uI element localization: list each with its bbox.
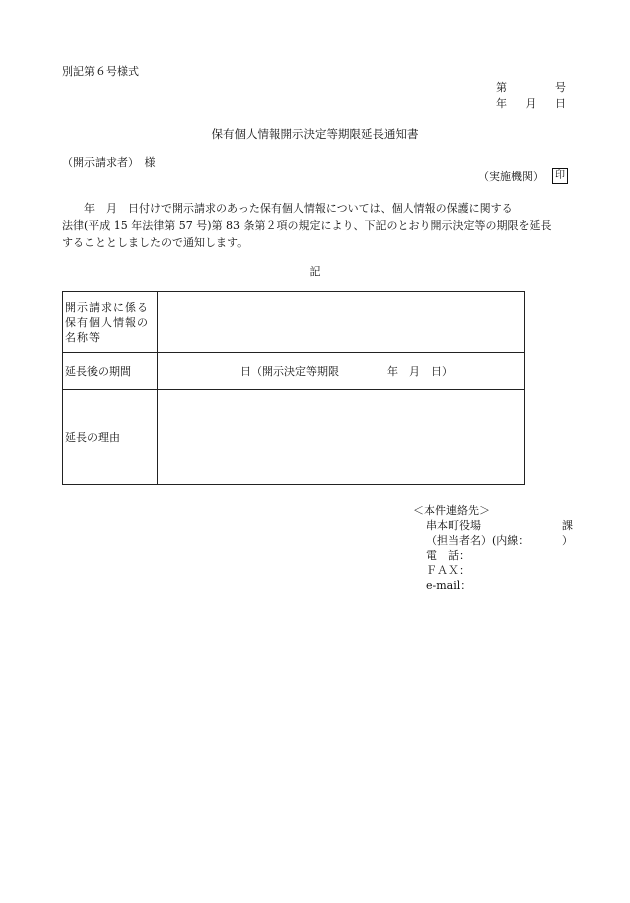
table-row [63, 353, 525, 390]
table-row [63, 390, 525, 485]
contact-fax: ＦＡＸ： [426, 564, 470, 577]
contact-person: （担当者名）(内線： [426, 534, 530, 547]
seal-mark: 印 [552, 168, 568, 184]
date-month-label: 月 [525, 97, 537, 110]
period-date: 年 月 日） [387, 365, 453, 378]
contact-person-row [413, 533, 573, 548]
contact-email: e-mail： [426, 579, 472, 592]
number-label-suffix: 号 [555, 81, 566, 94]
number-label-prefix: 第 [496, 81, 507, 94]
table-value-cell[interactable] [158, 353, 525, 390]
implementing-agency [478, 168, 568, 184]
contact-office: 串本町役場 [426, 519, 481, 532]
table-value-cell[interactable] [158, 292, 525, 353]
document-date [496, 95, 566, 111]
table-label-line: 名称等 [65, 330, 101, 344]
form-number: 別記第６号様式 [62, 65, 139, 78]
table-label-cell [63, 292, 158, 353]
details-table [62, 291, 525, 485]
body-line: 法律(平成 15 年法律第 57 号)第 83 条第２項の規定により、下記のとおり開示決定等の期限を延長 [62, 219, 552, 232]
contact-heading: ＜本件連絡先＞ [413, 504, 490, 517]
contact-office-row [413, 518, 573, 533]
table-label-line: 保有個人情報の [65, 315, 149, 329]
table-label-cell: 延長の理由 [63, 390, 158, 485]
date-day-label: 日 [555, 97, 566, 110]
body-line: することとしましたので通知します。 [62, 236, 249, 249]
body-text [62, 200, 568, 251]
contact-block [413, 503, 573, 593]
contact-section: 課 [562, 519, 573, 532]
table-value-cell[interactable] [158, 390, 525, 485]
addressee: （開示請求者） 様 [62, 156, 156, 169]
contact-person-close: ） [562, 534, 573, 547]
document-title: 保有個人情報開示決定等期限延長通知書 [211, 127, 419, 141]
table-label-line: 開示請求に係る [65, 300, 149, 314]
document-number [496, 79, 566, 95]
ki-heading: 記 [309, 265, 321, 278]
date-year-label: 年 [496, 97, 507, 110]
body-line: 年 月 日付けで開示請求のあった保有個人情報については、個人情報の保護に関する [62, 202, 513, 215]
table-label-cell: 延長後の期間 [63, 353, 158, 390]
implementing-agency-label: （実施機関） [478, 170, 544, 183]
period-prefix: 日（開示決定等期限 [240, 365, 339, 378]
contact-phone: 電 話： [426, 549, 470, 562]
table-row [63, 292, 525, 353]
